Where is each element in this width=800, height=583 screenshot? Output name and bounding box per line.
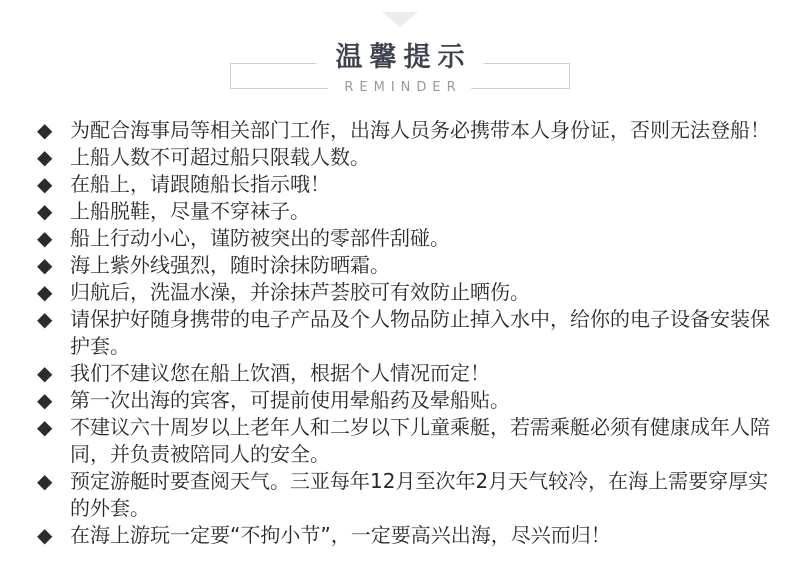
tip-item <box>37 414 770 468</box>
diamond-bullet-icon: ◆ <box>37 226 53 250</box>
tip-text: 在船上，请跟随船长指示哦！ <box>70 172 330 196</box>
tip-item <box>37 144 770 171</box>
diamond-bullet-icon: ◆ <box>37 523 53 547</box>
tip-text: 为配合海事局等相关部门工作，出海人员务必携带本人身份证，否则无法登船！ <box>70 118 770 142</box>
tip-item <box>37 360 770 387</box>
diamond-bullet-icon: ◆ <box>37 361 53 385</box>
tip-item <box>37 198 770 225</box>
diamond-bullet-icon: ◆ <box>37 199 53 223</box>
tip-text: 不建议六十周岁以上老年人和二岁以下儿童乘艇，若需乘艇必须有健康成年人陪同，并负责被陪同人的安全。 <box>70 415 770 466</box>
tip-item <box>37 279 770 306</box>
diamond-bullet-icon: ◆ <box>37 253 53 277</box>
diamond-bullet-icon: ◆ <box>37 307 53 331</box>
diamond-bullet-icon: ◆ <box>37 172 53 196</box>
diamond-bullet-icon: ◆ <box>37 415 53 439</box>
tip-text: 归航后，洗温水澡，并涂抹芦荟胶可有效防止晒伤。 <box>70 280 530 304</box>
tip-item <box>37 306 770 360</box>
tip-text: 上船脱鞋，尽量不穿袜子。 <box>70 199 310 223</box>
tip-text: 第一次出海的宾客，可提前使用晕船药及晕船贴。 <box>70 388 510 412</box>
chevron-down-icon <box>382 12 418 27</box>
tip-item <box>37 171 770 198</box>
tip-text: 海上紫外线强烈，随时涂抹防晒霜。 <box>70 253 390 277</box>
diamond-bullet-icon: ◆ <box>37 469 53 493</box>
tip-item <box>37 522 770 549</box>
diamond-bullet-icon: ◆ <box>37 118 53 142</box>
tip-text: 上船人数不可超过船只限载人数。 <box>70 145 370 169</box>
tips-list <box>0 117 800 549</box>
reminder-header <box>230 42 570 95</box>
tip-text: 请保护好随身携带的电子产品及个人物品防止掉入水中，给你的电子设备安装保护套。 <box>70 307 770 358</box>
tip-text: 我们不建议您在船上饮酒，根据个人情况而定！ <box>70 361 490 385</box>
tip-item <box>37 225 770 252</box>
diamond-bullet-icon: ◆ <box>37 388 53 412</box>
tip-text: 预定游艇时要查阅天气。三亚每年12月至次年2月天气较冷，在海上需要穿厚实的外套。 <box>70 469 769 520</box>
diamond-bullet-icon: ◆ <box>37 280 53 304</box>
tip-item <box>37 387 770 414</box>
tip-item <box>37 468 770 522</box>
page-title: 温馨提示 <box>317 40 484 76</box>
page-subtitle: REMINDER <box>328 79 471 97</box>
tip-text: 在海上游玩一定要“不拘小节”，一定要高兴出海，尽兴而归！ <box>70 523 611 547</box>
tip-item <box>37 117 770 144</box>
tip-text: 船上行动小心，谨防被突出的零部件刮碰。 <box>70 226 450 250</box>
diamond-bullet-icon: ◆ <box>37 145 53 169</box>
tip-item <box>37 252 770 279</box>
